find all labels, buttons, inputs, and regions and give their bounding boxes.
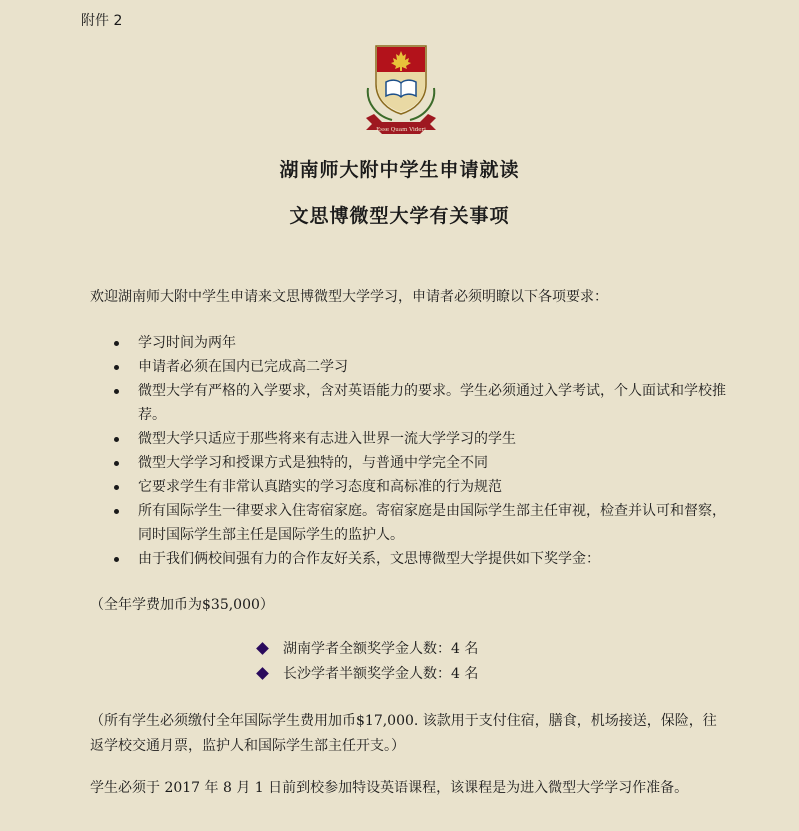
scholarship-text: 长沙学者半额奖学金人数：4 名 — [283, 666, 479, 682]
intro-paragraph: 欢迎湖南师大附中学生申请来文思博微型大学学习，申请者必须明瞭以下各项要求： — [90, 289, 608, 305]
requirement-item: 微型大学只适应于那些将来有志进入世界一流大学学习的学生 — [110, 427, 730, 451]
requirements-list — [110, 331, 730, 571]
scholarship-text: 湖南学者全额奖学金人数：4 名 — [283, 641, 479, 657]
requirement-item: 所有国际学生一律要求入住寄宿家庭。寄宿家庭是由国际学生部主任审视，检查并认可和督察，同时国际学生部主任是国际学生的监护人。 — [110, 499, 730, 547]
requirement-item: 微型大学学习和授课方式是独特的，与普通中学完全不同 — [110, 451, 730, 475]
scholarship-item — [256, 662, 478, 687]
document-title-line-1: 湖南师大附中学生申请就读 — [279, 159, 520, 181]
attachment-label: 附件 2 — [81, 13, 123, 29]
document-title-line-2: 文思博微型大学有关事项 — [289, 205, 510, 227]
requirement-item: 它要求学生有非常认真踏实的学习态度和高标准的行为规范 — [110, 475, 730, 499]
cost-note: （所有学生必须缴付全年国际学生费用加币$17,000. 该款用于支付住宿，膳食，机场接送，保险，往返学校交通月票，监护人和国际学生部主任开支。） — [90, 713, 717, 754]
requirement-item: 微型大学有严格的入学要求，含对英语能力的要求。学生必须通过入学考试，个人面试和学校推荐。 — [110, 379, 730, 427]
scholarship-item — [256, 637, 478, 662]
diamond-bullet-icon — [256, 642, 269, 655]
diamond-bullet-icon — [256, 667, 269, 680]
requirement-item: 由于我们俩校间强有力的合作友好关系，文思博微型大学提供如下奖学金： — [110, 547, 730, 571]
requirement-item: 申请者必须在国内已完成高二学习 — [110, 355, 730, 379]
scholarship-list — [256, 637, 478, 687]
tuition-note: （全年学费加币为$35,000） — [90, 597, 274, 613]
english-course-note: 学生必须于 2017 年 8 月 1 日前到校参加特设英语课程，该课程是为进入微型大学学习作准备。 — [90, 780, 689, 796]
requirement-item: 学习时间为两年 — [110, 331, 730, 355]
school-crest-icon — [362, 44, 440, 136]
crest-motto: Esse Quam Videri — [376, 127, 426, 133]
